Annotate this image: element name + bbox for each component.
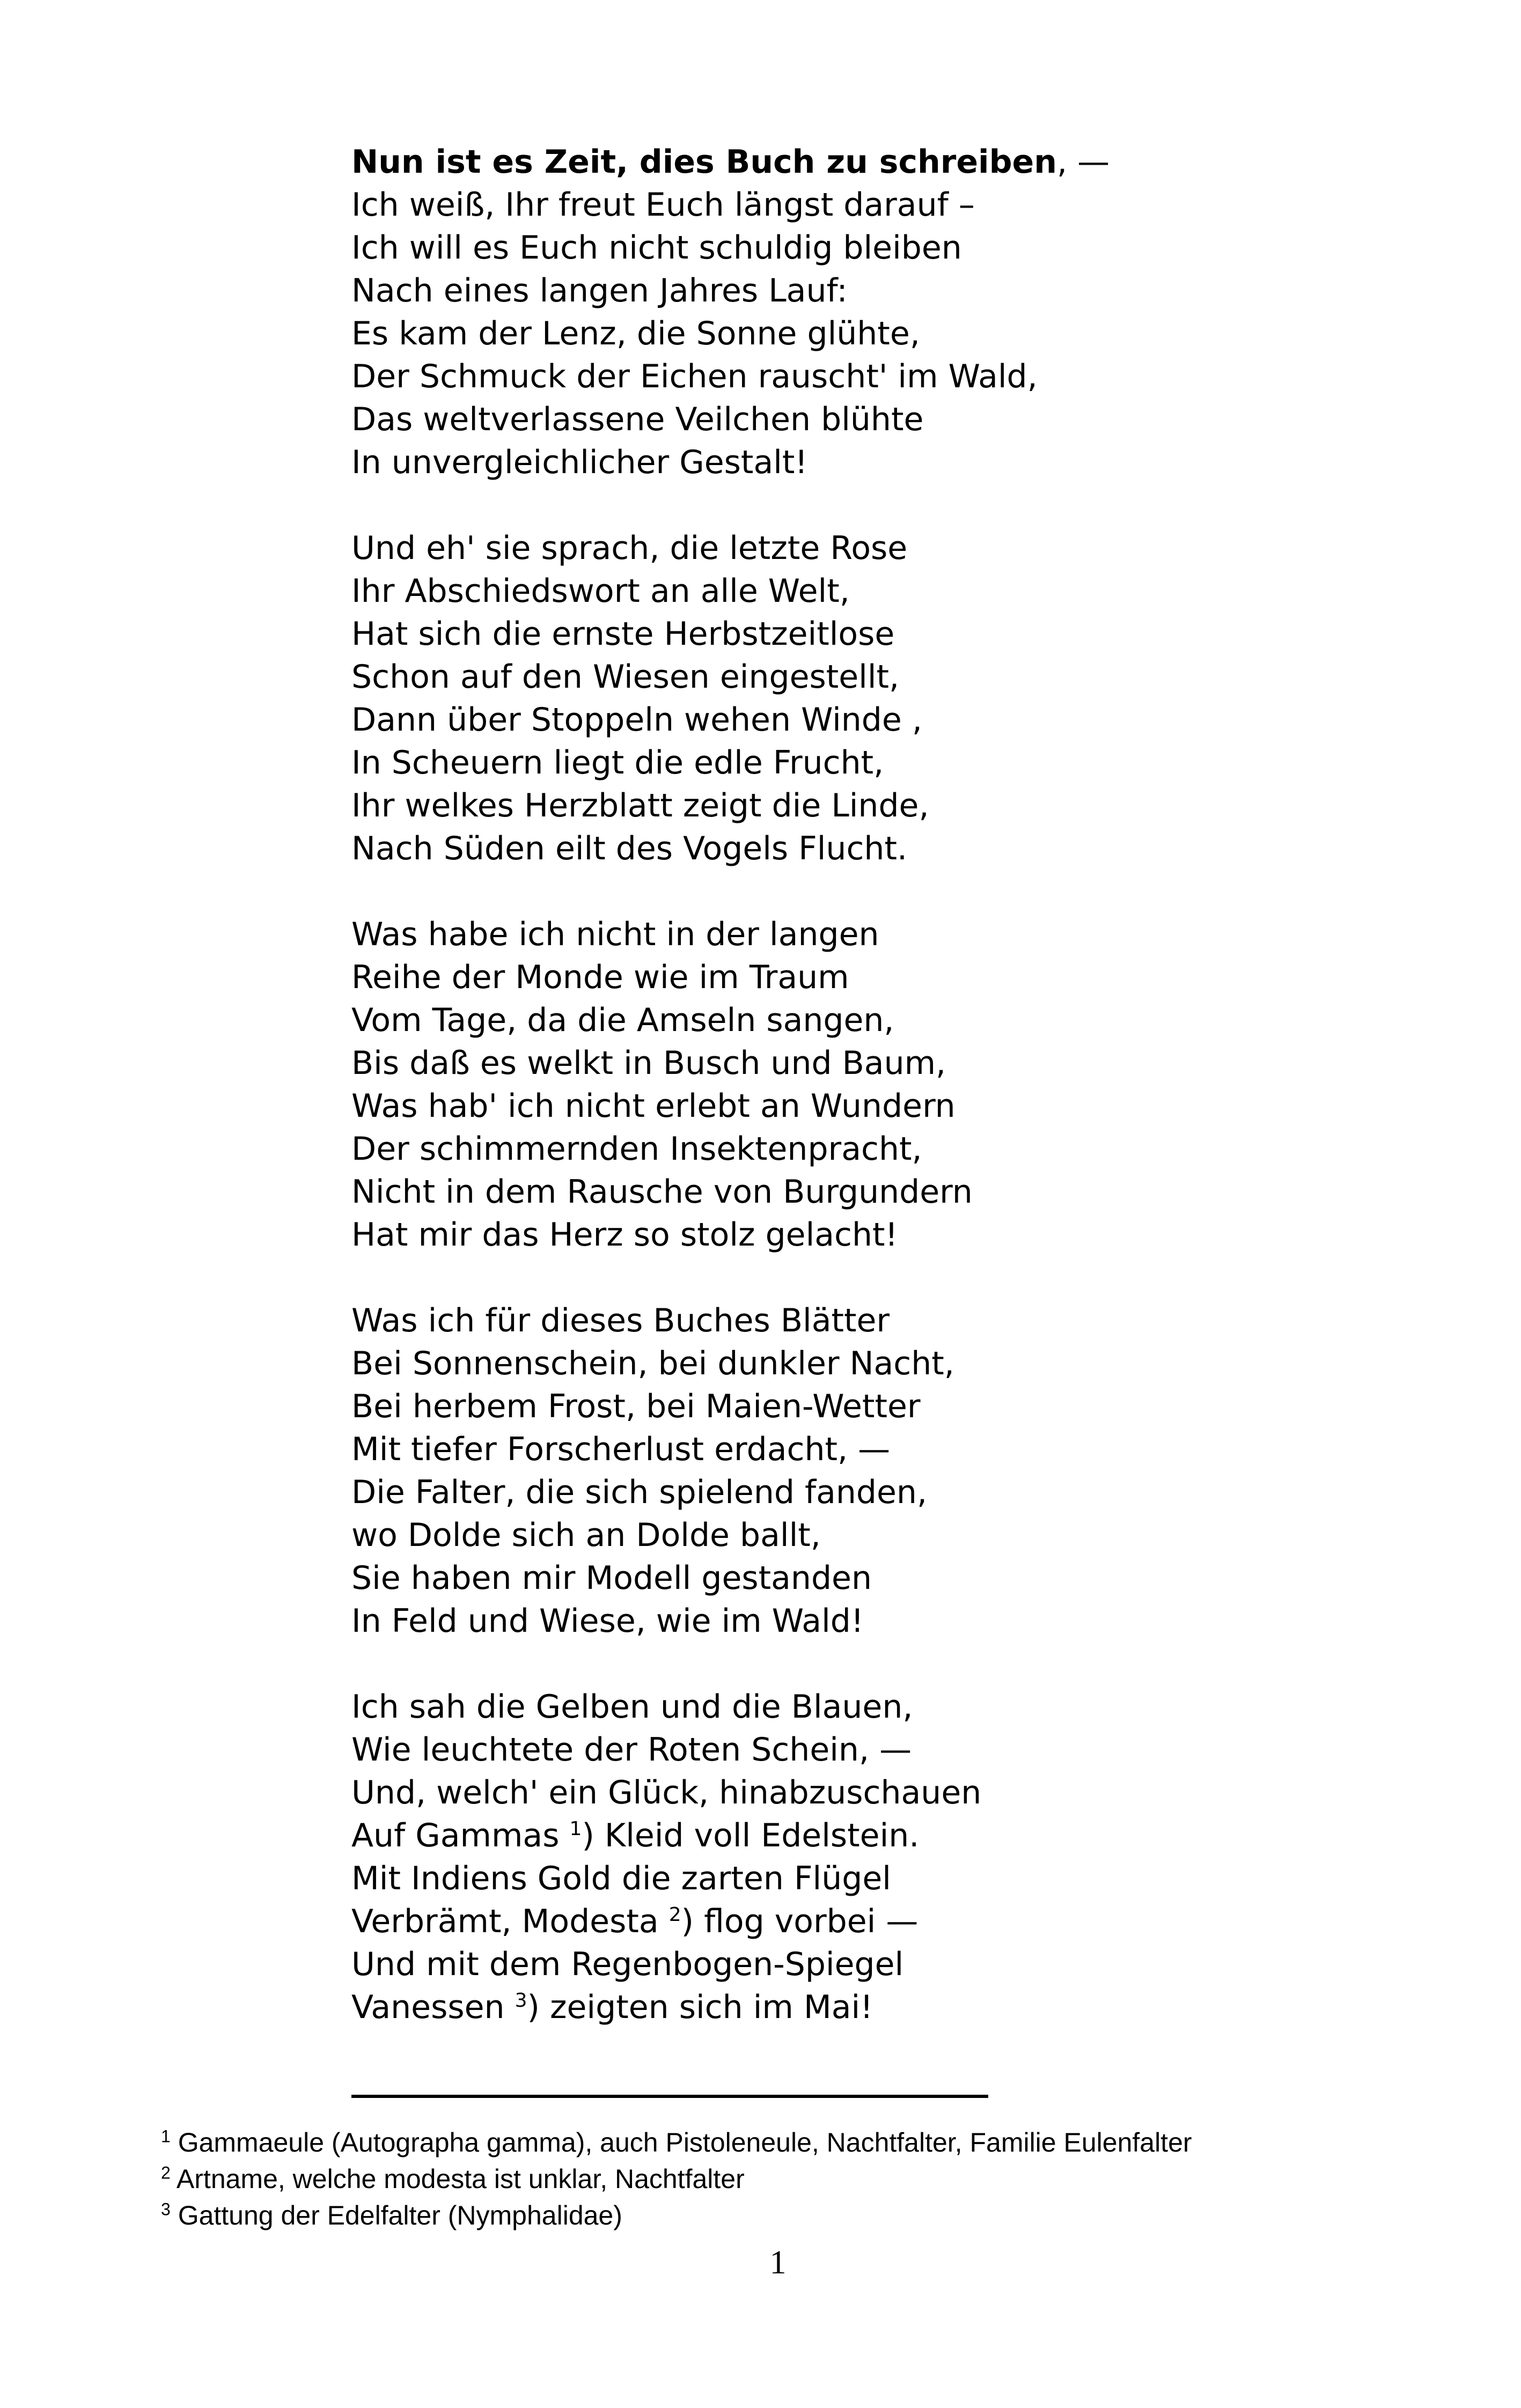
- verse-line: [351, 1900, 1371, 1943]
- footnote-mark: 1: [161, 2126, 171, 2146]
- footnote-ref[interactable]: 2: [668, 1904, 681, 1926]
- verse-line: Hat mir das Herz so stolz gelacht!: [351, 1216, 898, 1254]
- verse-line: Es kam der Lenz, die Sonne glühte,: [351, 315, 920, 352]
- verse-line: Was hab' ich nicht erlebt an Wundern: [351, 1087, 956, 1125]
- verse-line: Hat sich die ernste Herbstzeitlose: [351, 615, 895, 653]
- verse-line: Der Schmuck der Eichen rauscht' im Wald,: [351, 358, 1038, 395]
- verse-line: Mit Indiens Gold die zarten Flügel: [351, 1860, 891, 1897]
- verse-text: Verbrämt, Modesta: [351, 1903, 669, 1940]
- stanza-1: [351, 141, 1371, 484]
- verse-line: Und eh' sie sprach, die letzte Rose: [351, 529, 908, 567]
- footnote-text: Artname, welche modesta ist unklar, Nachtfalter: [170, 2164, 745, 2194]
- stanza-4: [351, 1299, 1371, 1643]
- stanza-3: [351, 913, 1371, 1256]
- footnote-text: Gattung der Edelfalter (Nymphalidae): [170, 2200, 622, 2230]
- verse-line: Und mit dem Regenbogen-Spiegel: [351, 1946, 904, 1983]
- verse-line: Ihr welkes Herzblatt zeigt die Linde,: [351, 787, 929, 824]
- verse-line: [351, 1814, 1371, 1857]
- verse-line: Der schimmernden Insektenpracht,: [351, 1130, 922, 1168]
- verse-line: Und, welch' ein Glück, hinabzuschauen: [351, 1774, 982, 1811]
- verse-line: wo Dolde sich an Dolde ballt,: [351, 1516, 821, 1554]
- verse-line: In Scheuern liegt die edle Frucht,: [351, 744, 884, 782]
- verse-line: In unvergleichlicher Gestalt!: [351, 444, 808, 481]
- poem: [351, 141, 1371, 2072]
- verse-line: Bei herbem Frost, bei Maien-Wetter: [351, 1388, 921, 1425]
- verse-text: ) zeigten sich im Mai!: [527, 1989, 873, 2026]
- verse-line: Vom Tage, da die Amseln sangen,: [351, 1002, 894, 1039]
- verse-line: Sie haben mir Modell gestanden: [351, 1559, 872, 1597]
- verse-line: Was habe ich nicht in der langen: [351, 916, 879, 953]
- stanza-5: [351, 1685, 1371, 2029]
- verse-line: Was ich für dieses Buches Blätter: [351, 1302, 890, 1339]
- footnote-ref[interactable]: 1: [569, 1818, 582, 1840]
- verse-text: ) Kleid voll Edelstein.: [582, 1817, 920, 1854]
- verse-line: Reihe der Monde wie im Traum: [351, 959, 849, 996]
- footnote-ref[interactable]: 3: [515, 1990, 527, 2012]
- footnote-mark: 2: [161, 2163, 171, 2183]
- verse-line: Ich will es Euch nicht schuldig bleiben: [351, 229, 962, 267]
- footnote-item: [161, 2161, 1395, 2197]
- poem-title-line: [351, 141, 1371, 183]
- verse-line: Wie leuchtete der Roten Schein, —: [351, 1731, 912, 1769]
- verse-line: Nach Süden eilt des Vogels Flucht.: [351, 830, 908, 867]
- verse-line: Nach eines langen Jahres Lauf:: [351, 272, 848, 310]
- footnotes: [161, 2124, 1395, 2234]
- verse-line: Nicht in dem Rausche von Burgundern: [351, 1173, 973, 1211]
- stanza-2: [351, 527, 1371, 870]
- verse-line: Dann über Stoppeln wehen Winde ,: [351, 701, 922, 739]
- verse-line: Mit tiefer Forscherlust erdacht, —: [351, 1431, 891, 1468]
- verse-line: Das weltverlassene Veilchen blühte: [351, 401, 924, 438]
- footnote-item: [161, 2124, 1395, 2161]
- verse-line: Ihr Abschiedswort an alle Welt,: [351, 572, 850, 610]
- page-number: 1: [769, 2244, 787, 2281]
- verse-line: Ich weiß, Ihr freut Euch längst darauf –: [351, 186, 975, 224]
- verse-line: Bis daß es welkt in Busch und Baum,: [351, 1044, 946, 1082]
- footnote-item: [161, 2197, 1395, 2234]
- verse-text: ) flog vorbei —: [681, 1903, 919, 1940]
- poem-title: Nun ist es Zeit, dies Buch zu schreiben: [351, 143, 1057, 181]
- verse-line: In Feld und Wiese, wie im Wald!: [351, 1602, 864, 1640]
- footnote-divider: [351, 2095, 988, 2098]
- footnote-mark: 3: [161, 2199, 171, 2219]
- verse-text: Auf Gammas: [351, 1817, 570, 1854]
- verse-line: Schon auf den Wiesen eingestellt,: [351, 658, 900, 696]
- verse-line: Bei Sonnenschein, bei dunkler Nacht,: [351, 1345, 954, 1382]
- verse-line: Ich sah die Gelben und die Blauen,: [351, 1688, 913, 1726]
- footnote-text: Gammaeule (Autographa gamma), auch Pistoleneule, Nachtfalter, Familie Eulenfalter: [170, 2127, 1192, 2157]
- verse-text: Vanessen: [351, 1989, 515, 2026]
- poem-title-dash: , —: [1056, 143, 1110, 181]
- verse-line: Die Falter, die sich spielend fanden,: [351, 1474, 928, 1511]
- verse-line: [351, 1986, 1371, 2029]
